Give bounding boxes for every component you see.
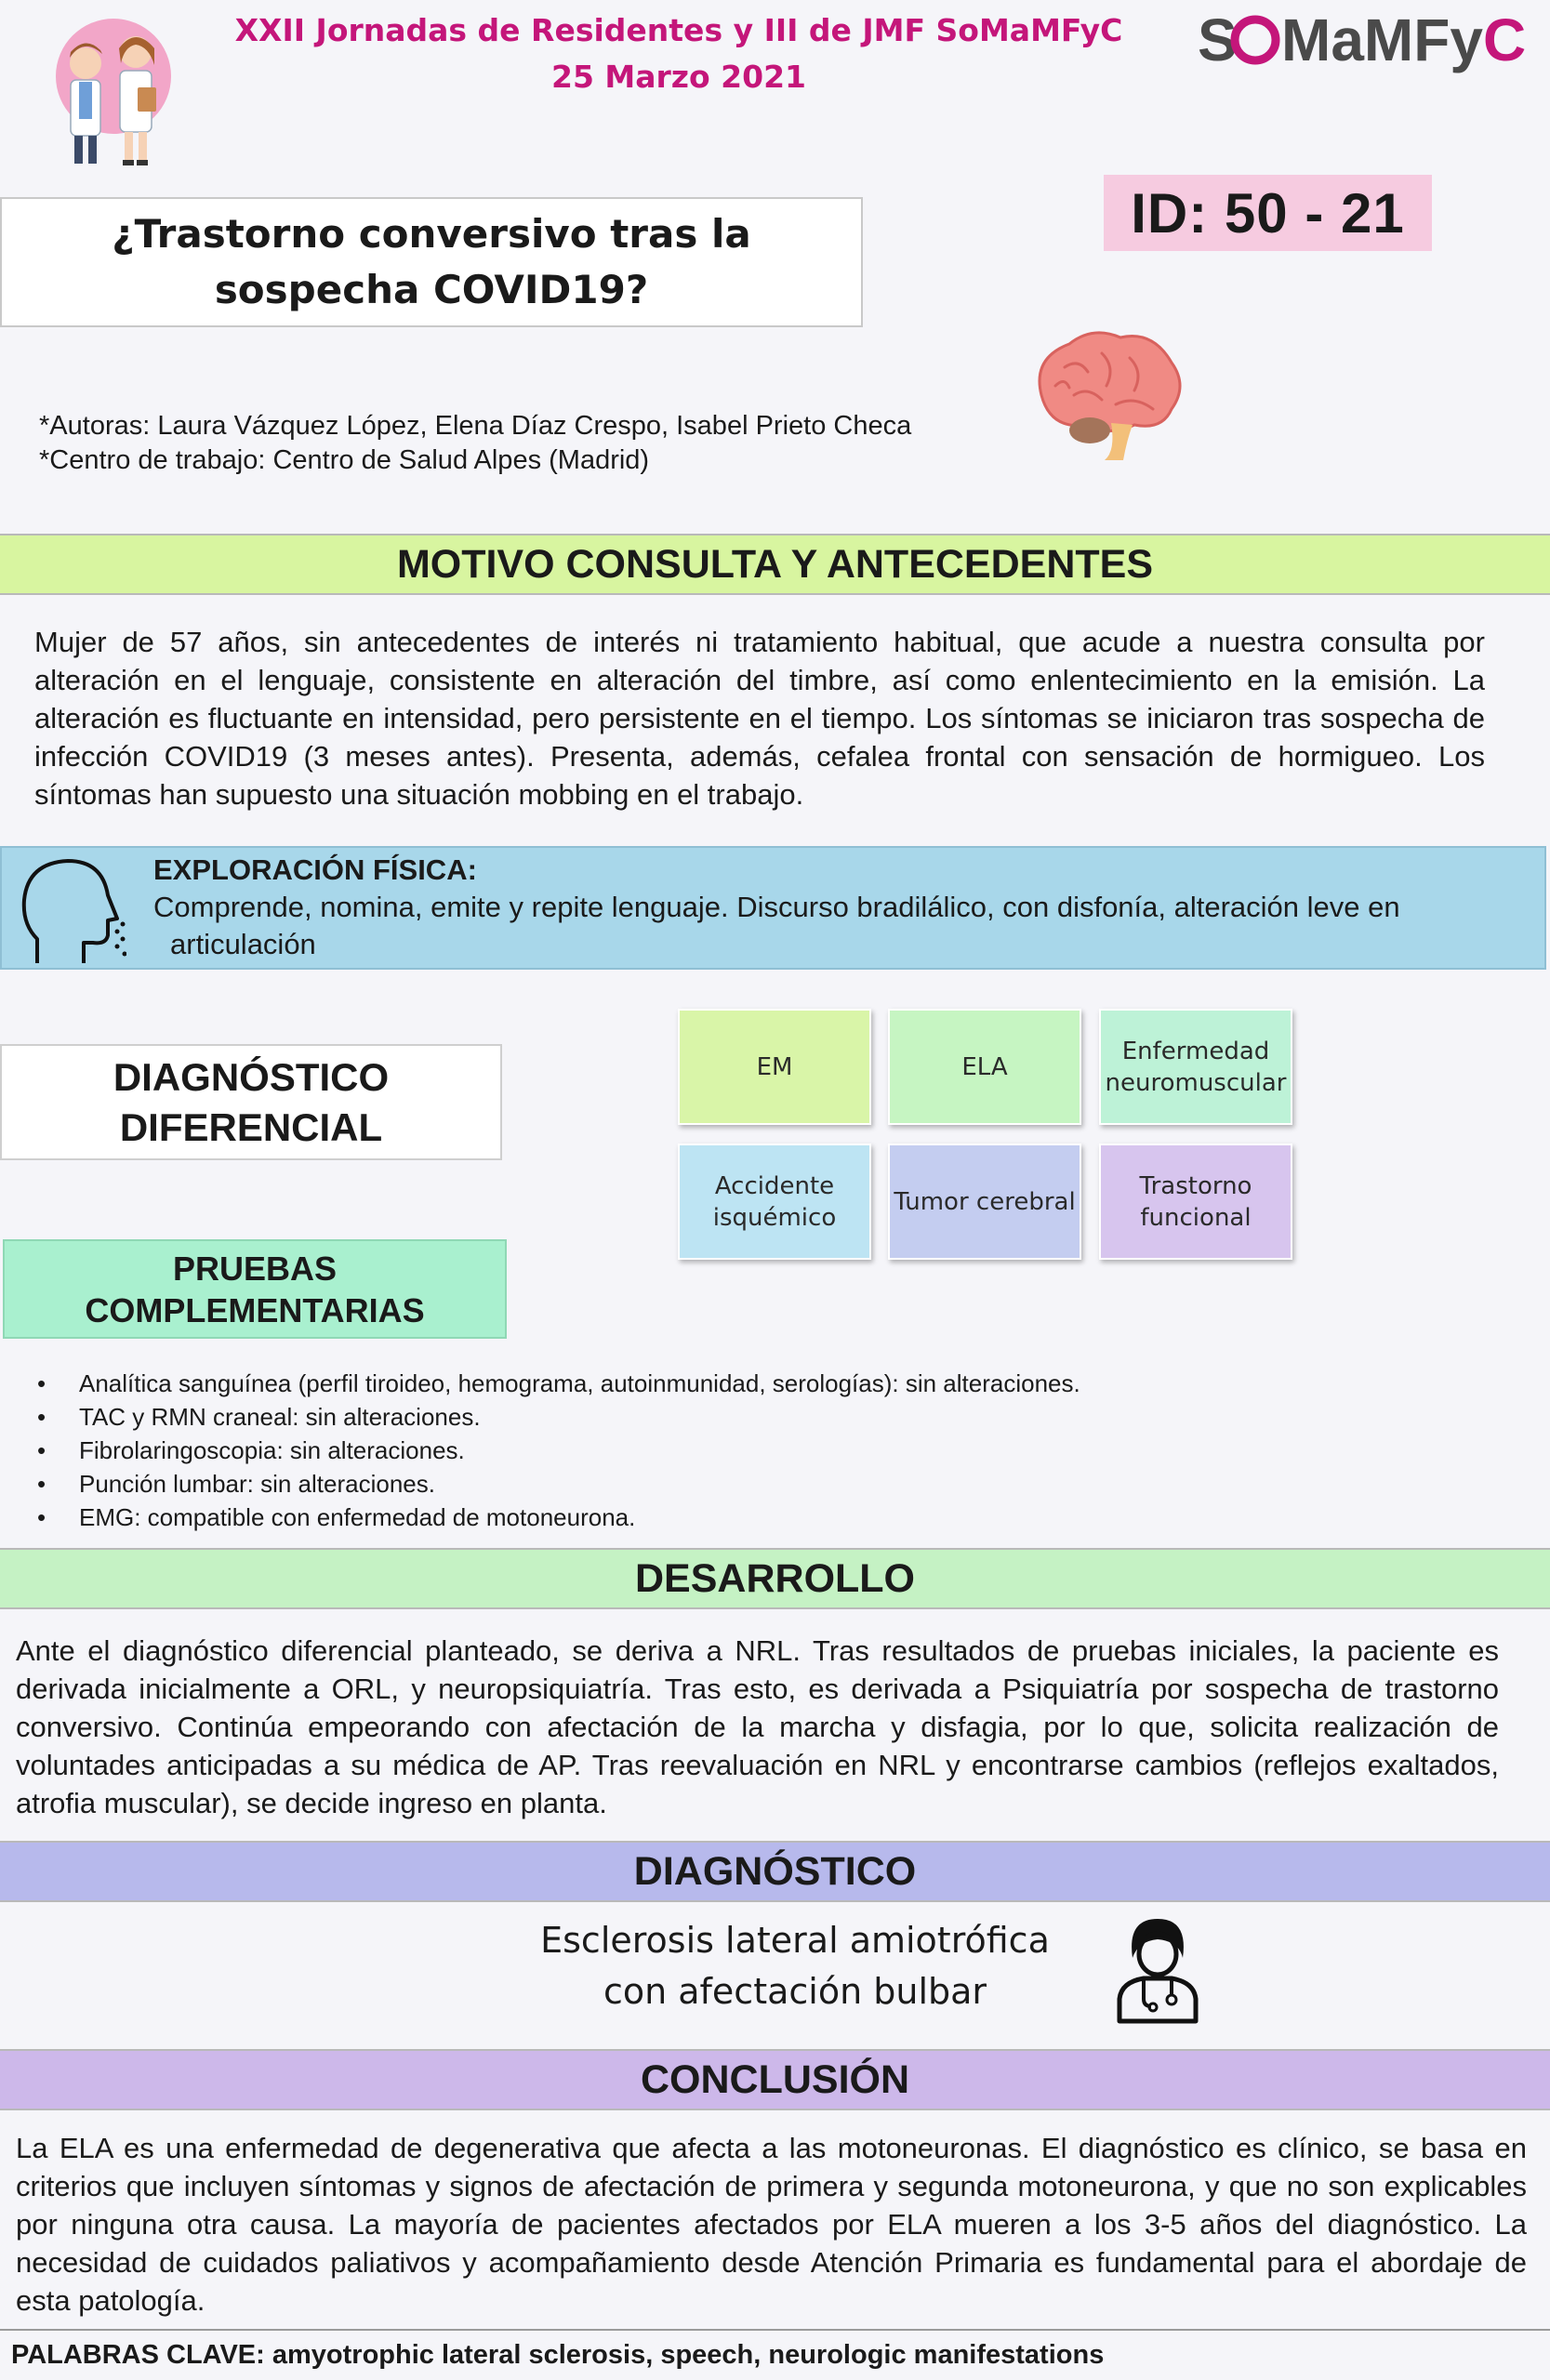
pruebas-heading: PRUEBAS COMPLEMENTARIAS (3, 1239, 507, 1339)
exploracion-line-2: articulación (170, 928, 316, 960)
list-item: • EMG: compatible con enfermedad de motoneurona. (37, 1501, 1080, 1534)
dd-box-accidente: Accidente isquémico (678, 1144, 871, 1260)
desarrollo-text: Ante el diagnóstico diferencial planteado, se deriva a NRL. Tras resultados de pruebas iniciales, la paciente es derivada inicialmente a ORL, y neuropsiquiatría. Tras esto, es derivada a Psiquiatría por sospecha de trastorno conversivo. Continúa empeorando con afectación de la marcha y disfagia, por lo que, solicita realización de voluntades anticipadas a su médica de AP. Tras reevaluación en NRL y encontrarse cambios (reflejos exaltados, atrofia muscular), se decide ingreso en planta. (16, 1634, 1499, 1819)
svg-text:S: S (1198, 7, 1238, 73)
exploracion-line-1: Comprende, nomina, emite y repite lenguaje. Discurso bradilálico, con disfonía, alteración leve en (153, 891, 1400, 923)
authors: *Autoras: Laura Vázquez López, Elena Díaz Crespo, Isabel Prieto Checa (39, 411, 912, 441)
exploracion-text (153, 889, 1520, 963)
exploracion-heading: EXPLORACIÓN FÍSICA: (153, 853, 477, 886)
motivo-text: Mujer de 57 años, sin antecedentes de interés ni tratamiento habitual, que acude a nuestra consulta por alteración en el lenguaje, consistente en alteración del timbre, así como enlentecimiento en la emisión. La alteración es fluctuante en intensidad, pero persistente en el tiempo. Los síntomas se iniciaron tras sospecha de infección COVID19 (3 meses antes). Presenta, además, cefalea frontal con sensación de hormigueo. Los síntomas han supuesto una situación mobbing en el trabajo. (34, 626, 1485, 811)
logo-graphic (1181, 5, 1543, 88)
header-title (214, 7, 1144, 100)
diagnostico-result (493, 1915, 1097, 2017)
conclusion-text: La ELA es una enfermedad de degenerativa que afecta a las motoneuronas. El diagnóstico es clínico, se basa en criterios que incluyen síntomas y signos de afectación de primera y segunda motoneurona, y que no son explicables por ninguna otra causa. La mayoría de pacientes afectados por ELA mueren a los 3-5 años del diagnóstico. La necesidad de cuidados paliativos y acompañamiento desde Atención Primaria es fundamental para el abordaje de esta patología. (16, 2132, 1527, 2317)
poster-title: ¿Trastorno conversivo tras la sospecha COVID19? (0, 197, 863, 327)
event-title: XXII Jornadas de Residentes y III de JMF SoMaMFyC (234, 12, 1123, 48)
female-doctor-icon (1112, 1913, 1203, 2025)
diagnostico-diferencial-heading: DIAGNÓSTICO DIFERENCIAL (0, 1044, 502, 1160)
diagnostico-heading: DIAGNÓSTICO (0, 1841, 1550, 1902)
list-item: • TAC y RMN craneal: sin alteraciones. (37, 1400, 1080, 1434)
desarrollo-heading: DESARROLLO (0, 1548, 1550, 1609)
svg-text:MaMFy: MaMFy (1281, 7, 1483, 73)
brain-icon (1023, 321, 1190, 469)
keywords: PALABRAS CLAVE: amyotrophic lateral sclerosis, speech, neurologic manifestations (0, 2329, 1550, 2380)
authors-block (39, 409, 911, 478)
event-date: 25 Marzo 2021 (550, 59, 806, 95)
svg-text:C: C (1483, 7, 1527, 73)
dd-box-neuromuscular: Enfermedad neuromuscular (1099, 1009, 1292, 1125)
list-item: • Analítica sanguínea (perfil tiroideo, hemograma, autoinmunidad, serologías): sin alteraciones. (37, 1367, 1080, 1400)
somamfyc-logo (1181, 5, 1543, 88)
diagnostico-line-1: Esclerosis lateral amiotrófica (540, 1920, 1050, 1961)
poster-id-badge: ID: 50 - 21 (1104, 175, 1432, 251)
list-item: • Fibrolaringoscopia: sin alteraciones. (37, 1434, 1080, 1467)
list-item: • Punción lumbar: sin alteraciones. (37, 1467, 1080, 1501)
dd-box-trastorno: Trastorno funcional (1099, 1144, 1292, 1260)
dd-box-ela: ELA (888, 1009, 1081, 1125)
diagnostico-line-2: con afectación bulbar (603, 1971, 987, 2012)
pruebas-list (37, 1367, 1080, 1534)
workplace: *Centro de trabajo: Centro de Salud Alpes (Madrid) (39, 445, 650, 475)
motivo-heading: MOTIVO CONSULTA Y ANTECEDENTES (0, 534, 1550, 595)
doctors-illustration (46, 9, 177, 172)
dd-box-em: EM (678, 1009, 871, 1125)
conclusion-heading: CONCLUSIÓN (0, 2049, 1550, 2110)
dd-box-tumor: Tumor cerebral (888, 1144, 1081, 1260)
speaking-head-icon (17, 853, 126, 967)
